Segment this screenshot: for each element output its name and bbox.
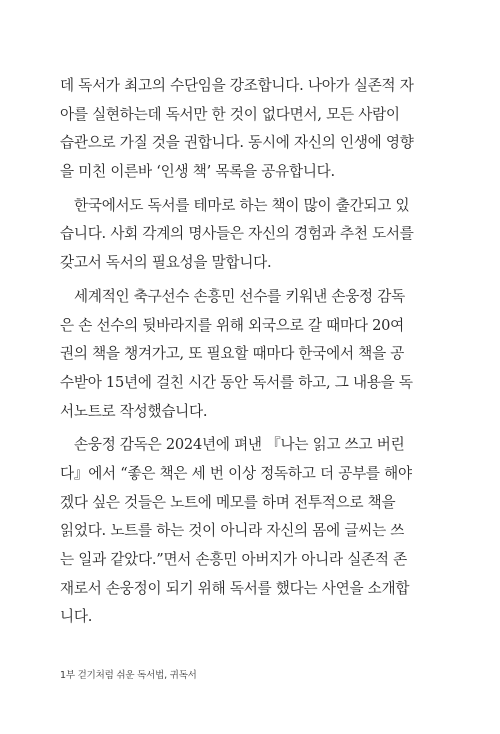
paragraph-2	[60, 192, 442, 278]
text-line: 서노트로 작성했습니다.	[60, 402, 208, 420]
text-line: 권의 책을 챙겨가고, 또 필요할 때마다 한국에서 책을 공	[60, 345, 405, 363]
text-line: 습관으로 가질 것을 권합니다. 동시에 자신의 인생에 영향	[60, 134, 414, 152]
text-line: 다』에서 “좋은 책은 세 번 이상 정독하고 더 공부를 해야	[60, 464, 412, 482]
text-line: 겠다 싶은 것들은 노트에 메모를 하며 전투적으로 책을	[60, 493, 396, 511]
text-line: 손웅정 감독은 2024년에 펴낸 『나는 읽고 쓰고 버린	[74, 436, 405, 454]
text-line: 아를 실현하는데 독서만 한 것이 없다면서, 모든 사람이	[60, 105, 400, 123]
text-line: 재로서 손웅정이 되기 위해 독서를 했다는 사연을 소개합	[60, 579, 410, 597]
text-line: 읽었다. 노트를 하는 것이 아니라 자신의 몸에 글씨는 쓰	[60, 522, 405, 540]
body-text	[60, 72, 442, 632]
text-line: 세계적인 축구선수 손흥민 선수를 키워낸 손웅정 감독	[74, 287, 405, 305]
paragraph-1	[60, 72, 442, 187]
paragraph-4	[60, 431, 442, 632]
text-line: 니다.	[60, 608, 93, 626]
running-footer: 1부 걷기처럼 쉬운 독서법, 귀독서	[60, 670, 197, 681]
text-line: 는 일과 같았다.”면서 손흥민 아버지가 아니라 실존적 존	[60, 551, 407, 568]
text-line: 습니다. 사회 각계의 명사들은 자신의 경험과 추천 도서를	[60, 225, 414, 243]
text-line: 을 미친 이른바 ‘인생 책’ 목록을 공유합니다.	[60, 163, 335, 181]
text-line: 한국에서도 독서를 테마로 하는 책이 많이 출간되고 있	[74, 196, 410, 214]
text-line: 갖고서 독서의 필요성을 말합니다.	[60, 254, 272, 272]
text-line: 은 손 선수의 뒷바라지를 위해 외국으로 갈 때마다 20여	[60, 316, 404, 334]
paragraph-3	[60, 283, 442, 426]
text-line: 수받아 15년에 걸친 시간 동안 독서를 하고, 그 내용을 독	[60, 373, 413, 391]
text-line: 데 독서가 최고의 수단임을 강조합니다. 나아가 실존적 자	[60, 77, 414, 94]
